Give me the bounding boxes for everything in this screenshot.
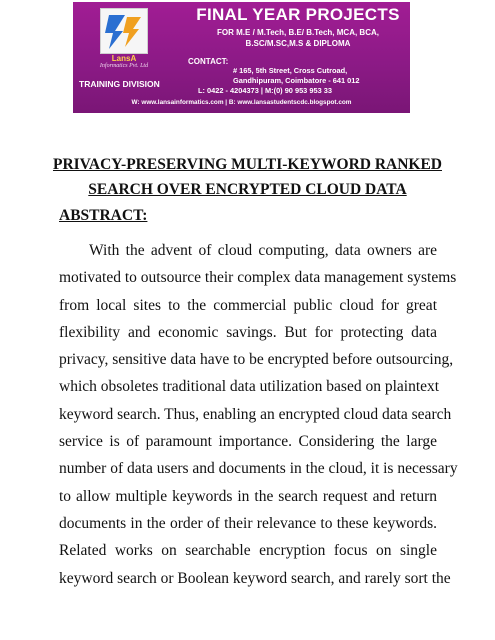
website-line: W: www.lansainformatics.com | B: www.lansastudentscdc.blogspot.com [131, 99, 352, 106]
banner-title: FINAL YEAR PROJECTS [196, 5, 400, 24]
company-logo [78, 6, 176, 74]
abstract-line: motivated to outsource their complex data management systems [59, 269, 457, 287]
abstract-line: from local sites to the commercial public cloud for great [59, 296, 437, 314]
address-line1: # 165, 5th Street, Cross Cutroad, [233, 66, 348, 75]
logo-subtitle: Informatics Pvt. Ltd [99, 63, 149, 69]
abstract-line: to allow multiple keywords in the search request and return [59, 487, 437, 505]
document-title-line2: SEARCH OVER ENCRYPTED CLOUD DATA [88, 181, 407, 198]
lansa-logo-icon [100, 8, 148, 54]
abstract-line: privacy, sensitive data have to be encrypted before outsourcing, [59, 351, 454, 369]
header-banner [73, 2, 410, 113]
document-title-line1: PRIVACY-PRESERVING MULTI-KEYWORD RANKED [52, 156, 442, 173]
training-division-label: TRAINING DIVISION [79, 79, 160, 89]
banner-courses-line2: B.SC/M.SC,M.S & DIPLOMA [245, 39, 351, 48]
address-line2: Gandhipuram, Coimbatore - 641 012 [233, 76, 360, 85]
abstract-paragraph [59, 237, 458, 592]
abstract-line: Related works on searchable encryption focus on single [59, 542, 437, 560]
abstract-line: keyword search. Thus, enabling an encrypted cloud data search [59, 405, 452, 423]
abstract-line: which obsoletes traditional data utilization based on plaintext [59, 378, 440, 396]
abstract-line: number of data users and documents in the cloud, it is necessary [59, 460, 458, 478]
abstract-line: documents in the order of their relevance to these keywords. [59, 514, 437, 532]
abstract-line: keyword search or Boolean keyword search, and rarely sort the [59, 569, 451, 587]
banner-courses-line1: FOR M.E / M.Tech, B.E/ B.Tech, MCA, BCA, [217, 28, 379, 37]
abstract-line: service is of paramount importance. Considering the large [59, 433, 437, 451]
phone-line: L: 0422 - 4204373 | M:(0) 90 953 953 33 [198, 86, 332, 95]
abstract-line: flexibility and economic savings. But for protecting data [59, 323, 437, 341]
abstract-heading: ABSTRACT: [59, 207, 148, 224]
abstract-line: With the advent of cloud computing, data owners are [89, 242, 437, 259]
contact-label: CONTACT: [188, 57, 229, 66]
logo-brand-name: LansA [111, 54, 137, 63]
